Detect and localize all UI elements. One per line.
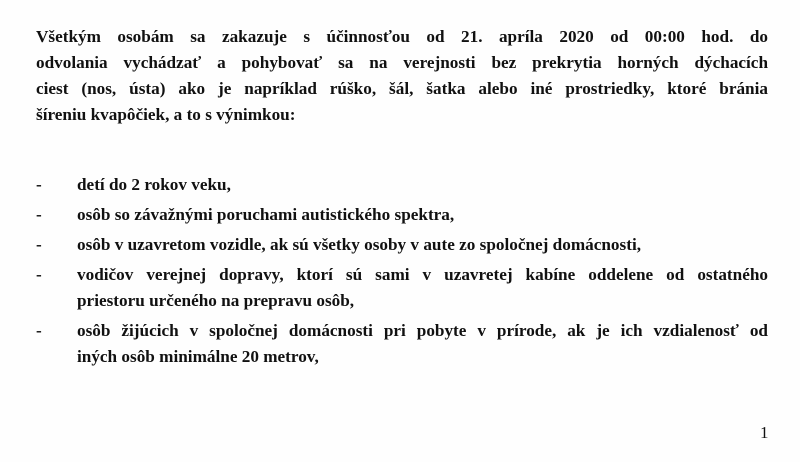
list-item-text: priestoru určeného na prepravu osôb, [77, 291, 355, 310]
bullet-dash: - [36, 205, 42, 224]
intro-line: odvolania vychádzať a pohybovať sa na verejnosti bez prekrytia horných dýchacích [36, 53, 768, 72]
list-item-text: osôb v uzavretom vozidle, ak sú všetky osoby v aute zo spoločnej domácnosti, [77, 235, 642, 254]
intro-line: šíreniu kvapôčiek, a to s výnimkou: [36, 105, 296, 124]
list-item-text: osôb žijúcich v spoločnej domácnosti pri pobyte v prírode, ak je ich vzdialenosť od [77, 321, 768, 340]
list-item [36, 318, 768, 370]
exceptions-list [36, 172, 768, 370]
list-item-text: detí do 2 rokov veku, [77, 175, 231, 194]
list-item-text: iných osôb minimálne 20 metrov, [77, 347, 319, 366]
intro-paragraph [36, 24, 768, 128]
list-item [36, 172, 768, 198]
intro-line: Všetkým osobám sa zakazuje s účinnosťou od 21. apríla 2020 od 00:00 hod. do [36, 27, 768, 46]
page-number: 1 [760, 423, 769, 442]
bullet-dash: - [36, 265, 42, 284]
bullet-dash: - [36, 175, 42, 194]
list-item-text: vodičov verejnej dopravy, ktorí sú sami v uzavretej kabíne oddelene od ostatného [77, 265, 768, 284]
list-item-text: osôb so závažnými poruchami autistického spektra, [77, 205, 455, 224]
list-item [36, 262, 768, 314]
intro-line: ciest (nos, ústa) ako je napríklad rúško, šál, šatka alebo iné prostriedky, ktoré bránia [36, 79, 768, 98]
bullet-dash: - [36, 235, 42, 254]
bullet-dash: - [36, 321, 42, 340]
list-item [36, 202, 768, 228]
list-item [36, 232, 768, 258]
